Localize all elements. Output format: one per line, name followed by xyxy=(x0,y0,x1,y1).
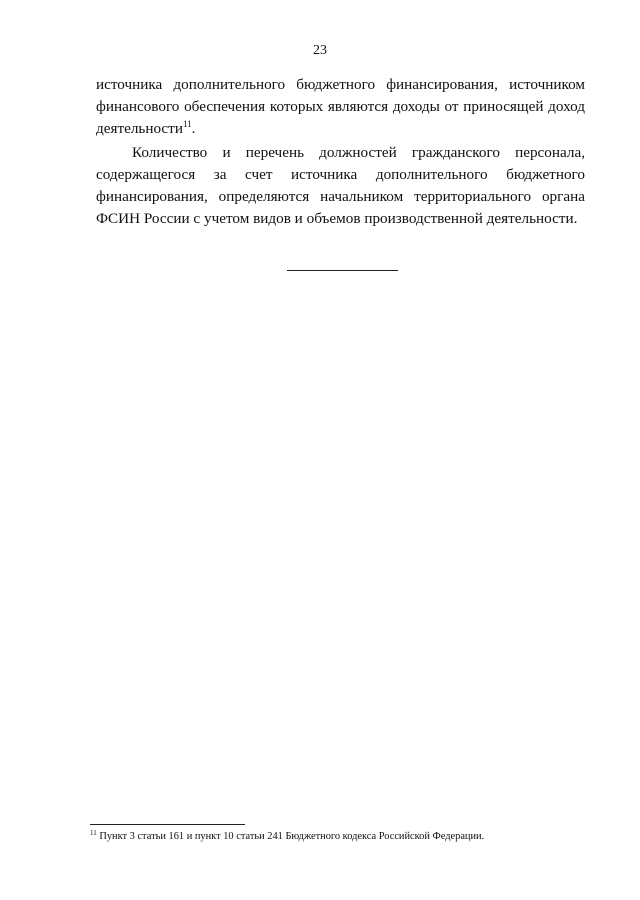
section-separator-line xyxy=(287,270,398,271)
footnote xyxy=(90,830,590,844)
footnote-text: Пункт 3 статьи 161 и пункт 10 статьи 241 Бюджетного кодекса Российской Федерации. xyxy=(96,831,485,842)
paragraph-continuation xyxy=(96,74,585,140)
paragraph-text: источника дополнительного бюджетного финансирования, источником финансового обеспечения которых являются доходы от приносящей доход деятельности xyxy=(96,76,585,137)
footnote-separator-line xyxy=(90,824,245,825)
footnote-reference[interactable]: 11 xyxy=(182,119,192,129)
paragraph-personnel: Количество и перечень должностей гражданского персонала, содержащегося за счет источника дополнительного бюджетного финансирования, определяются начальником территориального органа ФСИН России с учетом видов и объемов производственной деятельности. xyxy=(96,144,585,227)
page-number: 23 xyxy=(313,43,327,58)
body-text xyxy=(96,74,585,230)
footnote-marker: 11 xyxy=(90,829,97,837)
paragraph-end-punctuation: . xyxy=(191,120,196,137)
